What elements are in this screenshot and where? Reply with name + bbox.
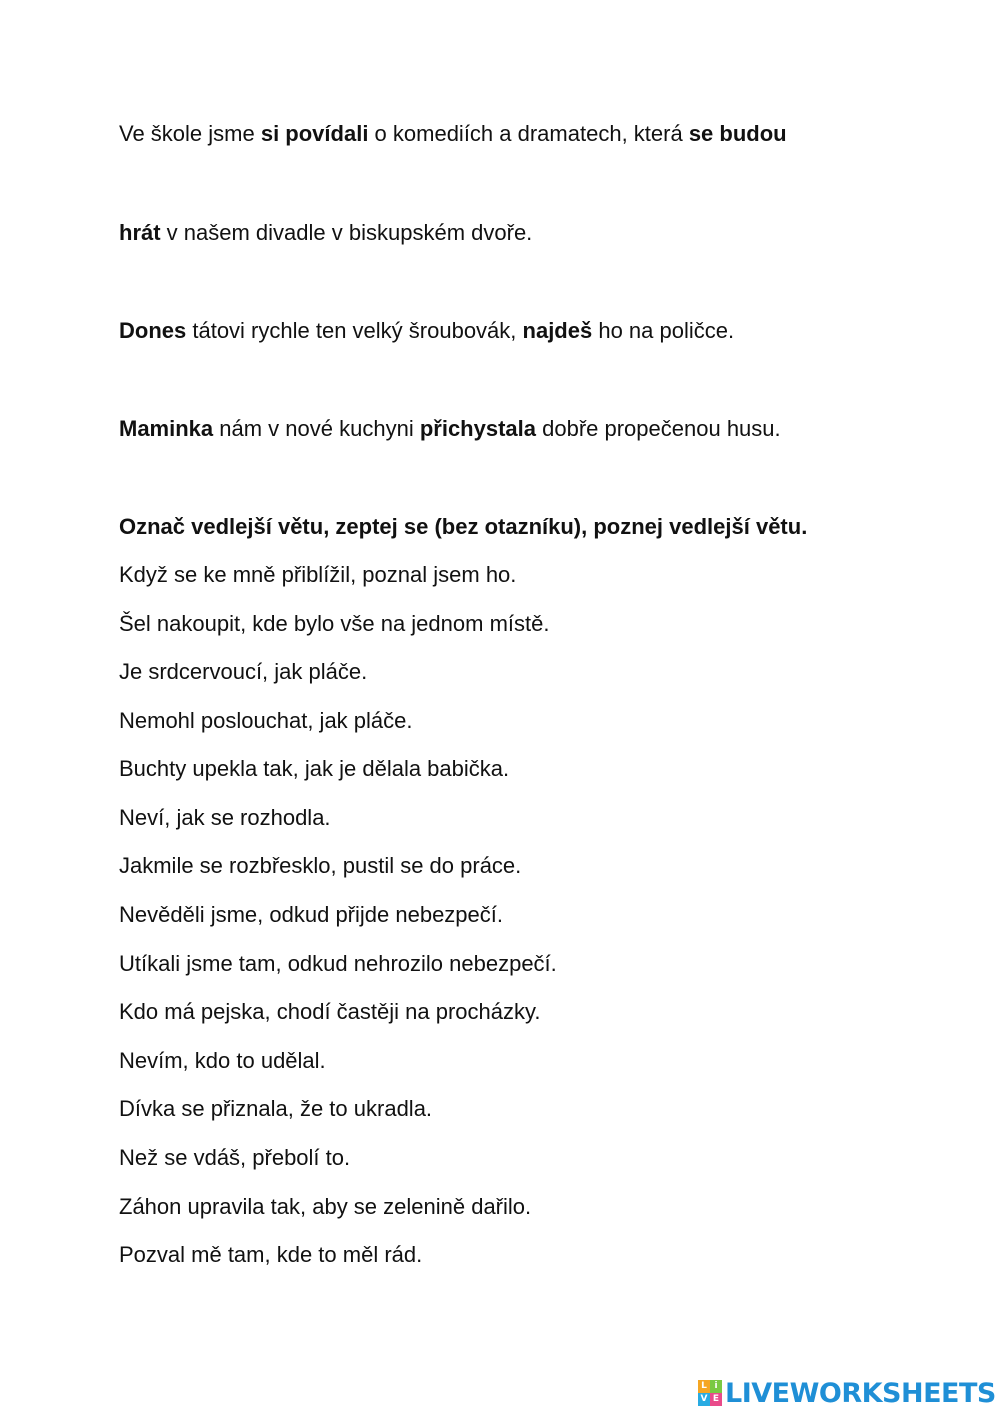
exercise-sentence: Buchty upekla tak, jak je dělala babička. [119,756,510,781]
text-fragment: Ve škole jsme [119,121,261,146]
exercise-sentence: Šel nakoupit, kde bylo vše na jednom místě. [119,611,550,636]
exercise-sentence: Nevěděli jsme, odkud přijde nebezpečí. [119,902,504,927]
logo-icon-tile: V [698,1393,710,1406]
exercise-sentence: Jakmile se rozbřesklo, pustil se do práce. [119,853,522,878]
text-fragment: dobře propečenou husu. [536,416,781,441]
logo-icon-tile: E [710,1393,722,1406]
sentence-1-line-1 [119,119,787,149]
task-heading [119,512,807,542]
exercise-sentence: Utíkali jsme tam, odkud nehrozilo nebezpečí. [119,951,557,976]
exercise-sentence: Pozval mě tam, kde to měl rád. [119,1242,423,1267]
exercise-sentence: Je srdcervoucí, jak pláče. [119,659,368,684]
text-fragment: tátovi rychle ten velký šroubovák, [186,318,523,343]
exercise-sentence: Záhon upravila tak, aby se zelenině dařilo. [119,1194,532,1219]
bold-phrase: hrát [119,220,161,245]
bold-phrase: si povídali [260,121,369,146]
liveworksheets-logo[interactable] [698,1376,996,1410]
exercise-sentence: Než se vdáš, přebolí to. [119,1145,351,1170]
logo-icon-tile: L [698,1380,710,1393]
exercise-sentence: Nevím, kdo to udělal. [119,1048,326,1073]
task-heading-text: Označ vedlejší větu, zeptej se (bez otazníku), poznej vedlejší větu. [119,514,808,539]
exercise-sentence: Neví, jak se rozhodla. [119,805,331,830]
exercise-sentence: Dívka se přiznala, že to ukradla. [119,1096,433,1121]
sentence-3 [119,414,781,444]
liveworksheets-logo-icon [698,1380,722,1406]
sentence-1-line-2 [119,218,532,248]
text-fragment: v našem divadle v biskupském dvoře. [160,220,533,245]
text-fragment: ho na poličce. [592,318,735,343]
exercise-sentence: Kdo má pejska, chodí častěji na procházky. [119,999,541,1024]
liveworksheets-logo-text: LIVEWORKSHEETS [725,1377,996,1409]
bold-phrase: Maminka [119,416,214,441]
sentence-2 [119,316,734,346]
text-fragment: nám v nové kuchyni [213,416,420,441]
text-fragment: o komediích a dramatech, která [368,121,689,146]
exercise-sentence: Nemohl poslouchat, jak pláče. [119,708,413,733]
bold-phrase: najdeš [522,318,593,343]
bold-phrase: Dones [119,318,187,343]
exercise-sentence: Když se ke mně přiblížil, poznal jsem ho. [119,562,517,587]
bold-phrase: přichystala [419,416,536,441]
bold-phrase: se budou [688,121,787,146]
logo-icon-tile: i [710,1380,722,1393]
